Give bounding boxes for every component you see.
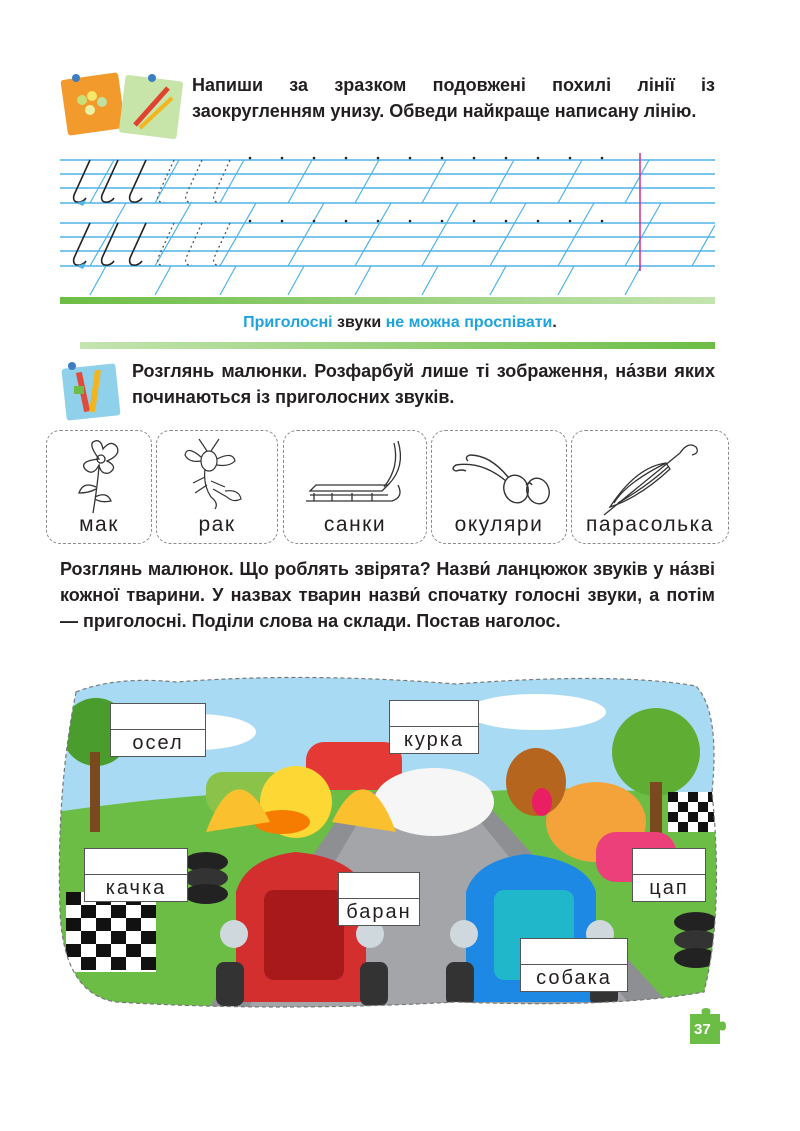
syllable-answer-box[interactable] xyxy=(339,873,419,899)
rule-note-part3: не можна проспівати xyxy=(385,314,553,331)
syllable-answer-box[interactable] xyxy=(521,939,627,965)
rule-bar-bottom xyxy=(80,342,715,349)
task-icon-sticky-notes xyxy=(60,70,186,142)
animal-word: курка xyxy=(403,729,465,751)
picture-card-mak[interactable] xyxy=(46,430,152,544)
animal-word: цап xyxy=(649,877,689,899)
word-tag-osel[interactable] xyxy=(110,703,206,757)
rule-note-part2: звуки xyxy=(332,314,386,331)
handwriting-practice-lines[interactable] xyxy=(60,153,715,295)
syllable-answer-box[interactable] xyxy=(111,704,205,730)
picture-word: рак xyxy=(198,513,236,536)
task-icon-paint-brushes xyxy=(60,358,124,422)
sled-icon xyxy=(302,437,410,517)
picture-word: окуляри xyxy=(454,513,544,536)
rule-note-part1: Приголосні xyxy=(243,314,333,331)
task2-instruction: Розглянь малюнки. Розфарбуй лише ті зображення, на́зви яких починаються із приголосних звуків. xyxy=(132,361,715,407)
picture-card-parasolka[interactable] xyxy=(571,430,729,544)
glasses-icon xyxy=(446,441,554,517)
rule-bar-top xyxy=(60,297,715,304)
word-tag-baran[interactable] xyxy=(338,872,420,926)
picture-card-sanky[interactable] xyxy=(283,430,427,544)
page-number-badge xyxy=(686,1008,732,1048)
syllable-answer-box[interactable] xyxy=(390,701,478,727)
animal-word: качка xyxy=(105,877,167,899)
page-number: 37 xyxy=(694,1021,711,1038)
picture-word: мак xyxy=(79,513,119,536)
animal-word: собака xyxy=(536,967,612,989)
poppy-flower-icon xyxy=(69,437,129,515)
syllable-answer-box[interactable] xyxy=(85,849,187,875)
task1-instruction: Напиши за зразком подовжені похилі лінії із заокругленням унизу. Обведи найкраще написану лінію. xyxy=(192,75,715,121)
word-tag-sobaka[interactable] xyxy=(520,938,628,992)
umbrella-icon xyxy=(596,437,706,521)
picture-word: парасолька xyxy=(586,513,714,536)
word-tag-kurka[interactable] xyxy=(389,700,479,754)
task3-instruction: Розглянь малюнок. Що роблять звірята? Назви́ ланцюжок звуків у на́зві кожної тварини. У назвах тварин назви́ спочатку голосні звуки, а потім — приголосні. Поділи слова на склади. Постав наголос. xyxy=(60,559,715,631)
crayfish-icon xyxy=(175,437,259,515)
picture-card-okuliary[interactable] xyxy=(431,430,567,544)
picture-card-rak[interactable] xyxy=(156,430,278,544)
picture-word: санки xyxy=(323,513,387,536)
word-tag-kachka[interactable] xyxy=(84,848,188,902)
rule-note xyxy=(0,314,800,332)
animal-word: баран xyxy=(346,901,412,923)
rule-note-part4: . xyxy=(552,314,557,331)
word-tag-tsap[interactable] xyxy=(632,848,706,902)
syllable-answer-box[interactable] xyxy=(633,849,705,875)
animal-word: осел xyxy=(132,732,184,754)
